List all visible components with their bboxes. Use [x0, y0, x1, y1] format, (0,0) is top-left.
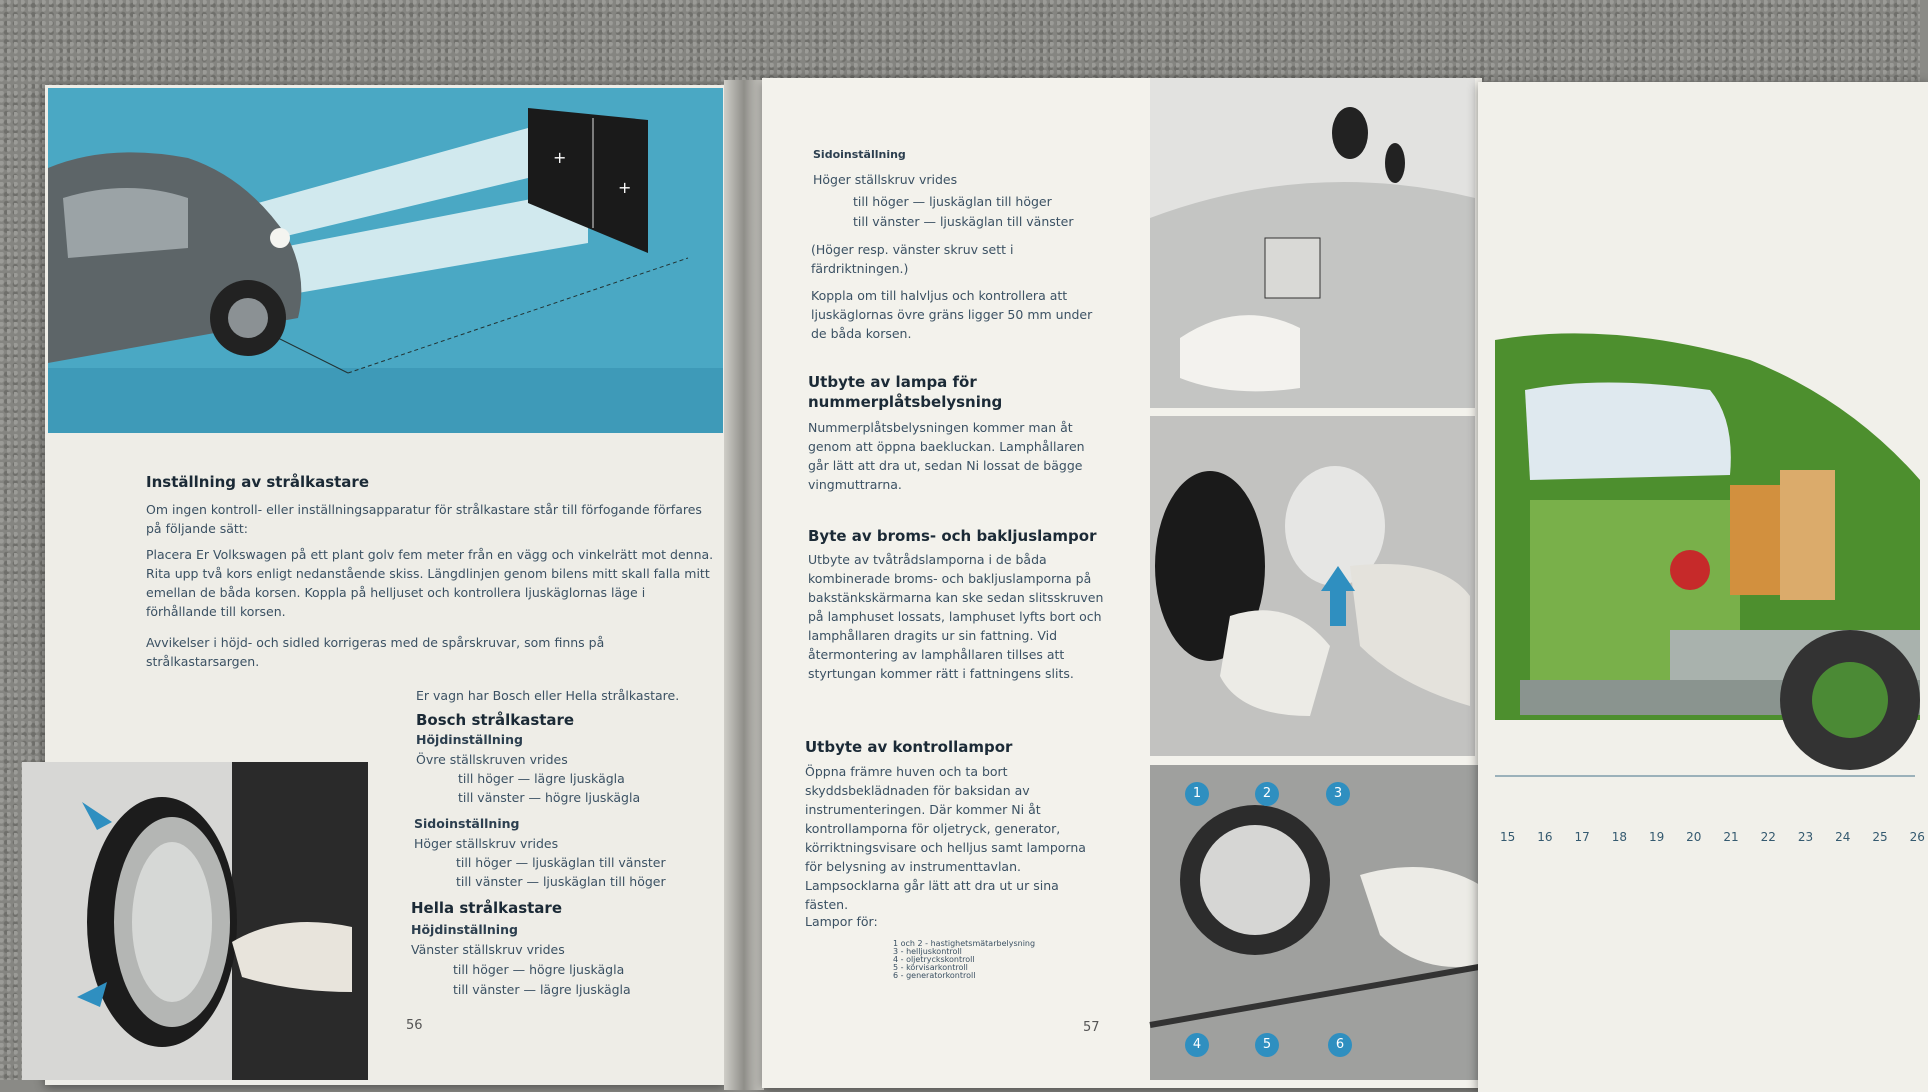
ruler-number: 21: [1723, 830, 1739, 844]
callout-1: 1: [1185, 782, 1209, 806]
ruler-number: 26: [1909, 830, 1925, 844]
ruler-number: 15: [1500, 830, 1516, 844]
bosch-height-intro: Övre ställskruven vrides: [416, 752, 568, 767]
plate-lamp-text: Nummerplåtsbelysningen kommer man åt genom att öppna baekluckan. Lamphållaren går lätt att dra ut, sedan Ni lossat de bägge vingmuttrarna.: [808, 420, 1085, 492]
brake-lamp-text: Utbyte av tvåtrådslamporna i de båda kombinerade broms- och bakljuslamporna på bakstänkskärmarna kan ske sedan slitsskruven på lamphuset lossats, lamphuset lyfts bort och lamphållaren dragits ur sin fattning. Vid återmontering av lamphållaren tillses att styrtungan kommer rätt i fattningens slits.: [808, 552, 1104, 681]
ruler-numbers: [1500, 830, 1925, 844]
halfbeam-check: Koppla om till halvljus och kontrollera att ljuskäglornas övre gräns ligger 50 mm under de båda korsen.: [811, 288, 1093, 341]
plate-lamp-photo: [1150, 78, 1475, 408]
cutaway-car-illustration: [1490, 320, 1920, 770]
lamp-list: [893, 940, 1035, 980]
svg-text:+: +: [553, 148, 567, 167]
callout-5: 5: [1255, 1033, 1279, 1057]
control-lamp-text: Öppna främre huven och ta bort skyddsbeklädnaden för baksidan av instrumenteringen. Där kommer Ni åt kontrollamporna för oljetryck, generator, körriktningsvisare och helljus samt lamporna för belysning av instrumenttavlan. Lampsocklarna går lätt att dra ut ur sina fästen.: [805, 764, 1086, 912]
ruler-number: 23: [1797, 830, 1814, 844]
page-number-left: 56: [406, 1018, 423, 1033]
hella-title: Hella strålkastare: [411, 899, 563, 917]
callout-3: 3: [1326, 782, 1350, 806]
hella-height-left: till vänster — lägre ljuskägla: [453, 982, 631, 997]
plate-lamp-title: Utbyte av lampa för nummerplåtsbelysning: [808, 373, 1003, 411]
hella-height-right: till höger — högre ljuskägla: [453, 962, 625, 977]
ruler-number: 18: [1611, 830, 1627, 844]
right-side-left: till vänster — ljuskäglan till vänster: [853, 214, 1074, 229]
lamp-list-item: 5 - körvisarkontroll: [893, 963, 968, 972]
book-gutter: [724, 80, 764, 1090]
section-title-headlight: Inställning av strålkastare: [146, 473, 369, 491]
bosch-height-label: Höjdinställning: [416, 732, 523, 747]
bosch-side-right: till höger — ljuskäglan till vänster: [456, 855, 666, 870]
placement-paragraph: Placera Er Volkswagen på ett plant golv fem meter från en vägg och vinkelrätt mot denna. Rita upp två kors enligt nedanstående skiss. Längdlinjen genom bilens mitt skall falla mitt emellan de båda korsen. Koppla på helljuset och kontrollera ljuskäglornas läge i förhållande till korsen.: [146, 547, 714, 619]
svg-text:+: +: [618, 178, 632, 197]
hella-height-intro: Vänster ställskruv vrides: [411, 942, 565, 957]
right-side-label: Sidoinställning: [813, 148, 906, 161]
bosch-side-left: till vänster — ljuskäglan till höger: [456, 874, 666, 889]
ruler-number: 22: [1760, 830, 1776, 844]
right-side-right: till höger — ljuskäglan till höger: [853, 194, 1052, 209]
ruler-number: 20: [1686, 830, 1702, 844]
deviations-paragraph: Avvikelser i höjd- och sidled korrigeras med de spårskruvar, som finns på strålkastarsargen.: [146, 635, 605, 669]
lamp-list-item: 3 - helljuskontroll: [893, 947, 962, 956]
callout-2: 2: [1255, 782, 1279, 806]
hella-height-label: Höjdinställning: [411, 922, 518, 937]
headlight-photo: [22, 762, 368, 1080]
brake-lamp-title: Byte av broms- och bakljuslampor: [808, 527, 1097, 545]
ruler-number: 16: [1537, 830, 1553, 844]
lamps-for-label: Lampor för:: [805, 914, 878, 929]
ruler-number: 19: [1648, 830, 1665, 844]
callout-6: 6: [1328, 1033, 1352, 1057]
lamp-list-item: 1 och 2 - hastighetsmätarbelysning: [893, 939, 1036, 948]
bosch-height-left: till vänster — högre ljuskägla: [458, 790, 641, 805]
lamp-list-item: 6 - generatorkontroll: [893, 971, 976, 980]
headlight-aim-illustration: [48, 88, 723, 433]
callout-4: 4: [1185, 1033, 1209, 1057]
brake-lamp-photo: [1150, 416, 1475, 756]
right-note: (Höger resp. vänster skruv sett i färdriktningen.): [811, 242, 1014, 276]
bosch-or-hella-note: Er vagn har Bosch eller Hella strålkastare.: [416, 688, 680, 703]
instrument-lamp-photo: [1150, 765, 1490, 1080]
ruler-line: [1495, 775, 1915, 777]
right-side-intro: Höger ställskruv vrides: [813, 172, 958, 187]
bosch-height-right: till höger — lägre ljuskägla: [458, 771, 625, 786]
ruler-number: 17: [1574, 830, 1590, 844]
ruler-number: 24: [1835, 830, 1851, 844]
bosch-side-label: Sidoinställning: [414, 816, 520, 831]
control-lamp-title: Utbyte av kontrollampor: [805, 738, 1013, 756]
ruler-number: 25: [1872, 830, 1888, 844]
intro-paragraph: Om ingen kontroll- eller inställningsapparatur för strålkastare står till förfogande förfares på följande sätt:: [146, 502, 702, 536]
page-number-right: 57: [1083, 1020, 1100, 1035]
lamp-list-item: 4 - oljetryckskontroll: [893, 955, 975, 964]
bosch-side-intro: Höger ställskruv vrides: [414, 836, 559, 851]
bosch-title: Bosch strålkastare: [416, 711, 575, 729]
